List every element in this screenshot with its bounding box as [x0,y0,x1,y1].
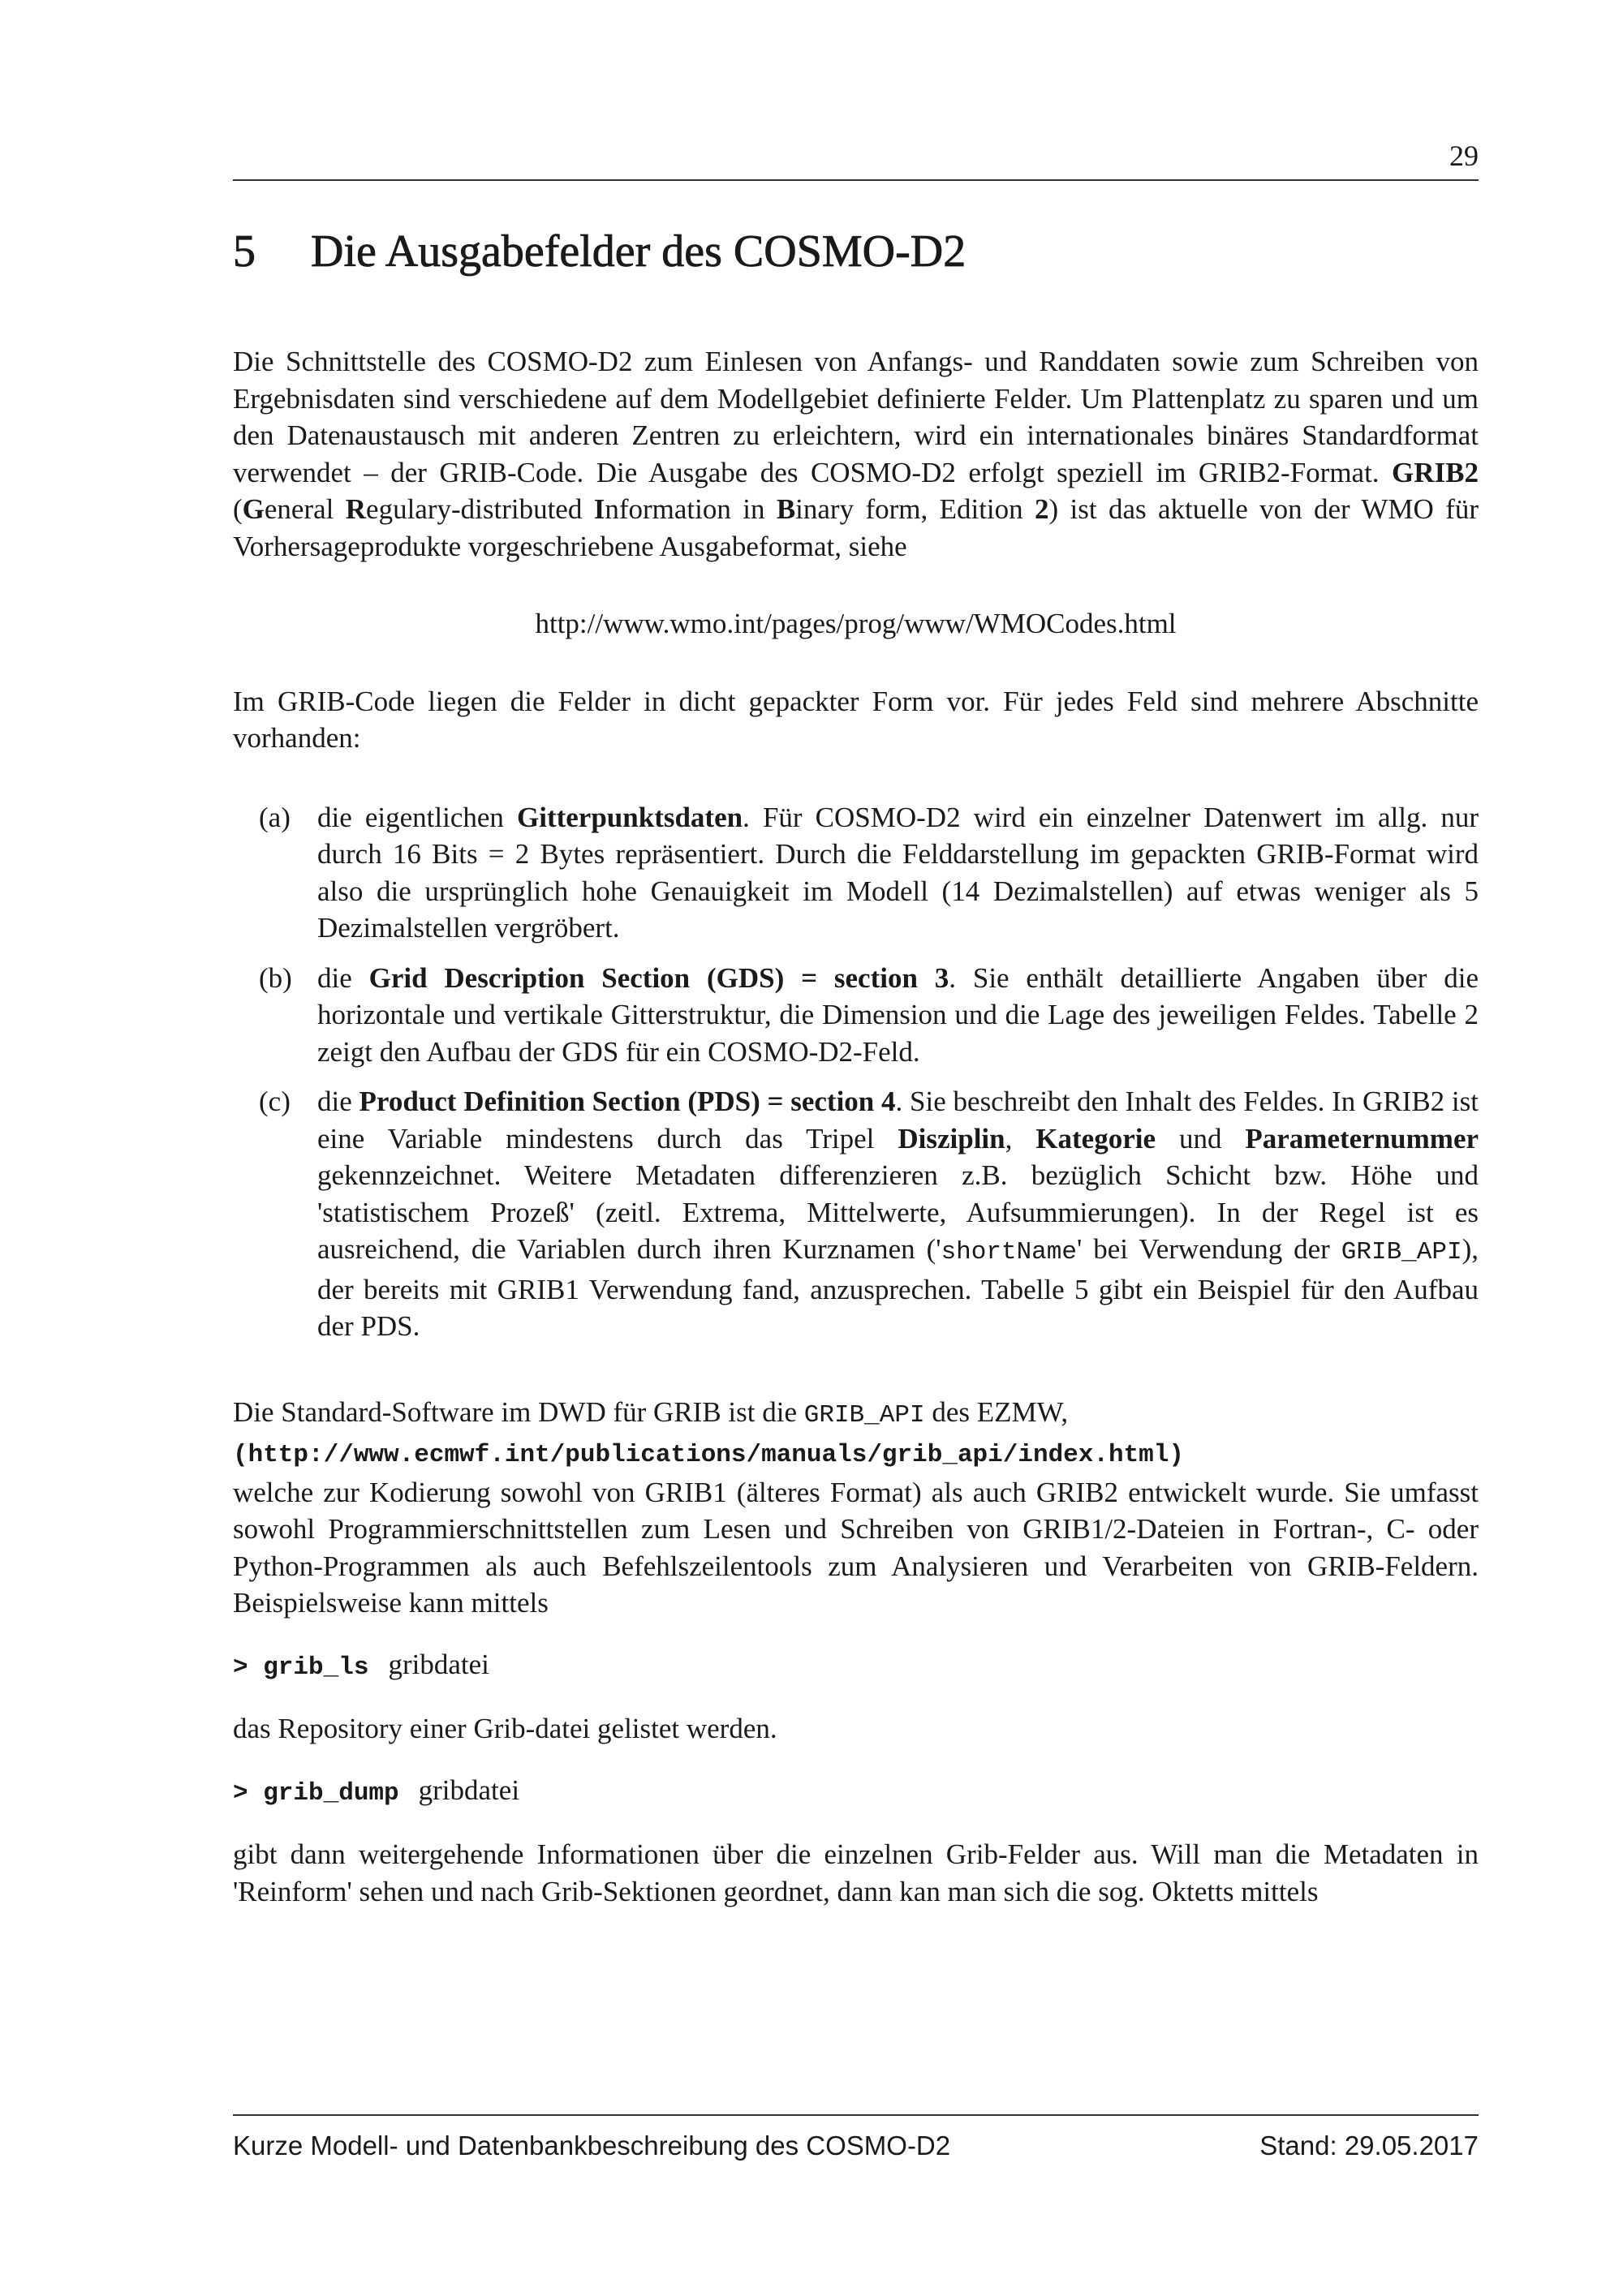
section-title: Die Ausgabefelder des COSMO-D2 [311,226,966,277]
list-item-text: gekennzeichnet. Weitere Metadaten differenzieren z.B. bezüglich Schicht bzw. Höhe und 'statistischem Prozeß' (zeitl. Extrema, Mittelwerte, Aufsummierungen). In der Regel ist es ausreichend, die Variablen durch ihren Kurznamen (' [317,1159,1479,1265]
after-command-paragraph: das Repository einer Grib-datei gelistet werden. [233,1713,777,1744]
page-content [233,223,1479,1910]
software-description: welche zur Kodierung sowohl von GRIB1 (älteres Format) als auch GRIB2 entwickelt wurde. Sie umfasst sowohl Programmierschnittstellen zum Lesen und Schreiben von GRIB1/2-Dateien in Fortran-, C- oder Python-Programmen als auch Befehlszeilentools zum Analysieren und Verarbeiten von GRIB-Feldern. Beispielsweise kann mittels [233,1476,1479,1619]
intro-paragraph: Die Schnittstelle des COSMO-D2 zum Einlesen von Anfangs- und Randdaten sowie zum Schreiben von Ergebnisdaten sind verschiedene auf dem Modellgebiet definierte Felder. Um Plattenplatz zu sparen und um den Datenaustausch mit anderen Zentren zu erleichtern, wird ein internationales binäres Standardformat verwendet – der GRIB-Code. Die Ausgabe des COSMO-D2 erfolgt speziell im GRIB2-Format. GRIB2 (General Regulary-distributed Information in Binary form, Edition 2) ist das aktuelle von der WMO für Vorhersageprodukte vorgeschriebene Ausgabeformat, siehe [233,346,1479,562]
intro-text: Die Schnittstelle des COSMO-D2 zum Einlesen von Anfangs- und Randdaten sowie zum Schreiben von Ergebnisdaten sind verschiedene auf dem Modellgebiet definierte Felder. Um Plattenplatz zu sparen und um den Datenaustausch mit anderen Zentren zu erleichtern, wird ein internationales binäres Standardformat verwendet – der GRIB-Code. Die Ausgabe des COSMO-D2 erfolgt speziell im GRIB2-Format. [233,346,1479,488]
header-rule [233,179,1479,181]
list-item-text: . Für COSMO-D2 wird ein einzelner Datenwert im allg. nur durch 16 Bits = 2 Bytes repräsentiert. Durch die Felddarstellung im gepackten GRIB-Format wird also die ursprünglich hohe Genauigkeit im Modell (14 Dezimalstellen) auf etwas weniger als 5 Dezimalstellen vergröbert. [317,801,1479,944]
list-item-text: die eigentlichen [317,801,517,833]
list-item-term: Kategorie [1035,1122,1156,1154]
code-term: GRIB_API [803,1400,925,1430]
grib-paragraph: Im GRIB-Code liegen die Felder in dicht gepackter Form vor. Für jedes Feld sind mehrere Abschnitte vorhanden: [233,685,1479,754]
list-item-text: , [1005,1122,1036,1154]
list-item-term: Disziplin [898,1122,1005,1154]
list-item-label: (a) [259,801,291,833]
list-item-label: (c) [259,1086,291,1117]
command: > grib_dump [233,1778,399,1808]
software-paragraph [233,1394,1479,1474]
acronym-letter: R [345,493,367,525]
list-item [233,1083,1479,1345]
software-text: Die Standard-Software im DWD für GRIB ist die [233,1395,804,1428]
ecmwf-url[interactable]: (http://www.ecmwf.int/publications/manuals/grib_api/index.html) [233,1441,1184,1469]
list-item [233,960,1479,1071]
footer-date: Stand: 29.05.2017 [1259,2130,1479,2161]
command-line [233,1646,1479,1687]
list-item-text: ' bei Verwendung der [1077,1233,1341,1265]
list-item-text: ), der bereits mit GRIB1 Verwendung fand, anzusprechen. Tabelle 5 gibt ein Beispiel für den Aufbau der PDS. [317,1233,1479,1342]
command-argument: gribdatei [388,1648,489,1680]
acronym-letter: I [593,493,605,525]
page-number: 29 [1449,140,1479,172]
acronym-text: eneral [264,493,346,525]
list-item-text: die [317,1086,359,1117]
acronym-letter: 2 [1035,493,1049,525]
code-term: GRIB_API [1341,1238,1462,1266]
acronym-text: inary form, Edition [795,493,1035,525]
list-item-text: . Sie enthält detaillierte Angaben über die horizontale und vertikale Gitterstruktur, die Dimension und die Lage des jeweiligen Feldes. Tabelle 2 zeigt den Aufbau der GDS für ein COSMO-D2-Feld. [317,961,1479,1068]
footer-rule [233,2114,1479,2116]
footer-title: Kurze Modell- und Datenbankbeschreibung des COSMO-D2 [233,2130,951,2161]
list-item-term: Product Definition Section (PDS) = section 4 [359,1086,896,1117]
list-item-term: Grid Description Section (GDS) = section 3 [368,961,949,994]
section-heading [233,223,1479,280]
list-item-text: und [1156,1122,1246,1154]
list-item [233,799,1479,947]
section-number: 5 [233,226,256,277]
acronym-letter: B [776,493,796,525]
list-item-text: die [317,961,369,994]
section-list [233,799,1479,1345]
final-paragraph: gibt dann weitergehende Informationen über die einzelnen Grib-Felder aus. Will man die Metadaten in 'Reinform' sehen und nach Grib-Sektionen geordnet, dann kan man sich die sog. Oktetts mittels [233,1838,1479,1907]
code-term: shortName [941,1238,1077,1266]
acronym-letter: G [242,493,265,525]
acronym-text: nformation in [605,493,777,525]
intro-tail: ) ist das aktuelle von der WMO für Vorhersageprodukte vorgeschriebene Ausgabeformat, siehe [233,493,1479,562]
command-argument: gribdatei [418,1774,520,1806]
wmo-url[interactable]: http://www.wmo.int/pages/prog/www/WMOCodes.html [535,608,1177,639]
software-text: des EZMW, [924,1395,1069,1428]
list-item-text: . Sie beschreibt den Inhalt des Feldes. In GRIB2 ist eine Variable mindestens durch das Tripel [317,1086,1479,1154]
list-item-term: Parameternummer [1245,1122,1479,1154]
list-item-label: (b) [259,961,292,994]
command-line [233,1772,1479,1812]
grib2-term: GRIB2 [1392,456,1479,488]
footer [233,2127,1479,2165]
command: > grib_ls [233,1653,369,1682]
list-item-term: Gitterpunktsdaten [517,801,743,833]
acronym-text: egulary-distributed [366,493,594,525]
